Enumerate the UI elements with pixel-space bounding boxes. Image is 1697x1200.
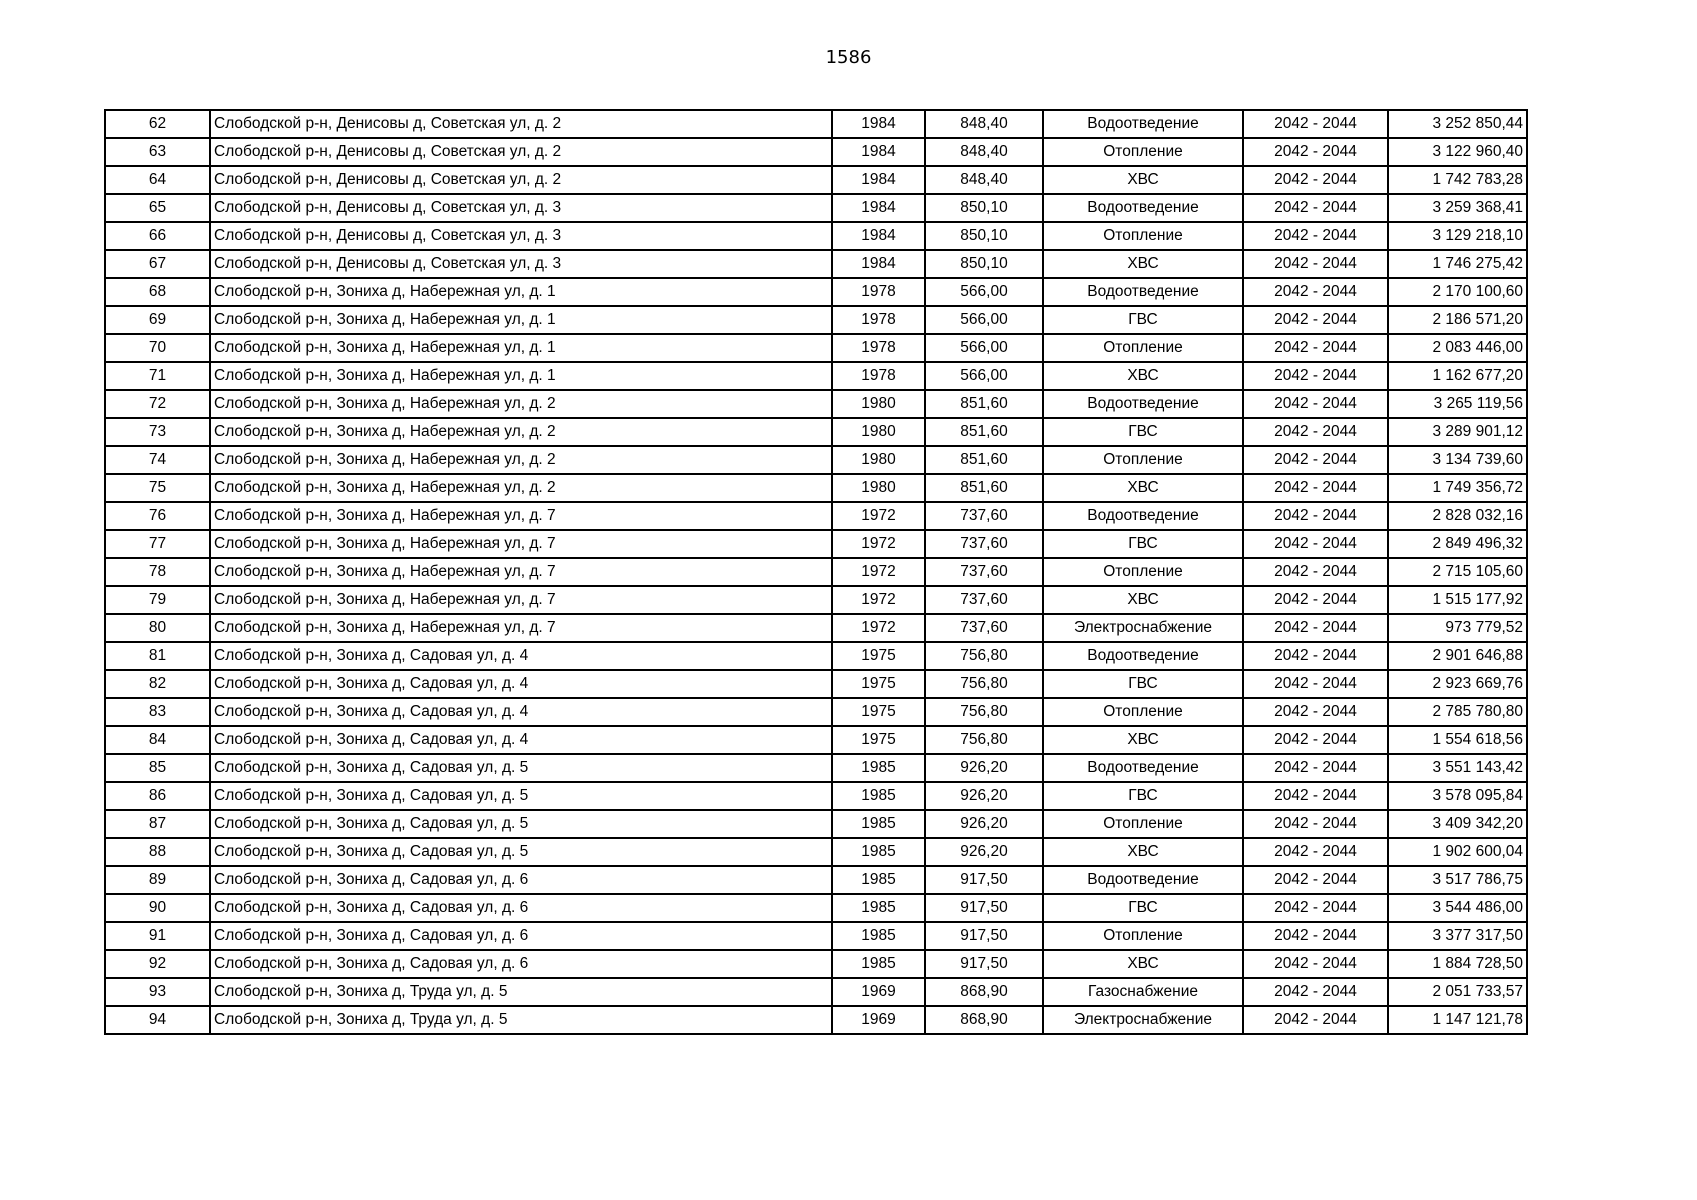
cost-cell: 3 129 218,10 bbox=[1388, 222, 1527, 250]
service-type-cell: ХВС bbox=[1043, 950, 1243, 978]
row-number-cell: 73 bbox=[105, 418, 210, 446]
service-type-cell: Водоотведение bbox=[1043, 110, 1243, 138]
period-cell: 2042 - 2044 bbox=[1243, 278, 1388, 306]
table-row bbox=[105, 558, 1527, 586]
service-type-cell: ГВС bbox=[1043, 782, 1243, 810]
area-cell: 737,60 bbox=[925, 502, 1043, 530]
build-year-cell: 1985 bbox=[832, 866, 925, 894]
build-year-cell: 1972 bbox=[832, 614, 925, 642]
service-type-cell: Водоотведение bbox=[1043, 278, 1243, 306]
build-year-cell: 1985 bbox=[832, 894, 925, 922]
table-row bbox=[105, 922, 1527, 950]
area-cell: 566,00 bbox=[925, 278, 1043, 306]
address-cell: Слободской р-н, Зониха д, Садовая ул, д. 4 bbox=[210, 642, 832, 670]
service-type-cell: ХВС bbox=[1043, 166, 1243, 194]
address-cell: Слободской р-н, Зониха д, Набережная ул, д. 1 bbox=[210, 334, 832, 362]
area-cell: 850,10 bbox=[925, 222, 1043, 250]
build-year-cell: 1972 bbox=[832, 558, 925, 586]
period-cell: 2042 - 2044 bbox=[1243, 110, 1388, 138]
table-row bbox=[105, 698, 1527, 726]
service-type-cell: Водоотведение bbox=[1043, 754, 1243, 782]
table-row bbox=[105, 894, 1527, 922]
service-type-cell: Газоснабжение bbox=[1043, 978, 1243, 1006]
table-row bbox=[105, 866, 1527, 894]
area-cell: 868,90 bbox=[925, 978, 1043, 1006]
cost-cell: 3 134 739,60 bbox=[1388, 446, 1527, 474]
service-type-cell: Отопление bbox=[1043, 334, 1243, 362]
row-number-cell: 80 bbox=[105, 614, 210, 642]
address-cell: Слободской р-н, Денисовы д, Советская ул, д. 2 bbox=[210, 166, 832, 194]
area-cell: 926,20 bbox=[925, 782, 1043, 810]
cost-cell: 2 186 571,20 bbox=[1388, 306, 1527, 334]
table-row bbox=[105, 950, 1527, 978]
table-row bbox=[105, 390, 1527, 418]
area-cell: 566,00 bbox=[925, 306, 1043, 334]
table-row bbox=[105, 334, 1527, 362]
cost-cell: 3 578 095,84 bbox=[1388, 782, 1527, 810]
address-cell: Слободской р-н, Зониха д, Садовая ул, д. 5 bbox=[210, 838, 832, 866]
table-row bbox=[105, 782, 1527, 810]
build-year-cell: 1984 bbox=[832, 138, 925, 166]
service-type-cell: Водоотведение bbox=[1043, 502, 1243, 530]
row-number-cell: 62 bbox=[105, 110, 210, 138]
cost-cell: 2 170 100,60 bbox=[1388, 278, 1527, 306]
address-cell: Слободской р-н, Денисовы д, Советская ул, д. 3 bbox=[210, 194, 832, 222]
build-year-cell: 1985 bbox=[832, 838, 925, 866]
cost-cell: 2 828 032,16 bbox=[1388, 502, 1527, 530]
service-type-cell: Водоотведение bbox=[1043, 194, 1243, 222]
row-number-cell: 68 bbox=[105, 278, 210, 306]
address-cell: Слободской р-н, Зониха д, Садовая ул, д. 4 bbox=[210, 670, 832, 698]
address-cell: Слободской р-н, Зониха д, Набережная ул, д. 7 bbox=[210, 614, 832, 642]
service-type-cell: Отопление bbox=[1043, 446, 1243, 474]
period-cell: 2042 - 2044 bbox=[1243, 782, 1388, 810]
address-cell: Слободской р-н, Зониха д, Набережная ул, д. 2 bbox=[210, 446, 832, 474]
table-row bbox=[105, 306, 1527, 334]
table-row bbox=[105, 418, 1527, 446]
row-number-cell: 71 bbox=[105, 362, 210, 390]
cost-cell: 973 779,52 bbox=[1388, 614, 1527, 642]
table-row bbox=[105, 194, 1527, 222]
row-number-cell: 75 bbox=[105, 474, 210, 502]
table-row bbox=[105, 278, 1527, 306]
row-number-cell: 78 bbox=[105, 558, 210, 586]
service-type-cell: ХВС bbox=[1043, 586, 1243, 614]
page-number: 1586 bbox=[825, 47, 872, 68]
area-cell: 851,60 bbox=[925, 390, 1043, 418]
table-row bbox=[105, 362, 1527, 390]
row-number-cell: 69 bbox=[105, 306, 210, 334]
table-row bbox=[105, 530, 1527, 558]
table-row bbox=[105, 726, 1527, 754]
row-number-cell: 65 bbox=[105, 194, 210, 222]
service-type-cell: Электроснабжение bbox=[1043, 614, 1243, 642]
repair-schedule-table bbox=[104, 109, 1528, 1035]
period-cell: 2042 - 2044 bbox=[1243, 978, 1388, 1006]
build-year-cell: 1978 bbox=[832, 306, 925, 334]
address-cell: Слободской р-н, Денисовы д, Советская ул, д. 2 bbox=[210, 110, 832, 138]
cost-cell: 3 265 119,56 bbox=[1388, 390, 1527, 418]
table-row bbox=[105, 810, 1527, 838]
address-cell: Слободской р-н, Денисовы д, Советская ул, д. 3 bbox=[210, 250, 832, 278]
period-cell: 2042 - 2044 bbox=[1243, 698, 1388, 726]
address-cell: Слободской р-н, Зониха д, Набережная ул, д. 2 bbox=[210, 390, 832, 418]
cost-cell: 3 252 850,44 bbox=[1388, 110, 1527, 138]
service-type-cell: Отопление bbox=[1043, 810, 1243, 838]
build-year-cell: 1985 bbox=[832, 950, 925, 978]
row-number-cell: 77 bbox=[105, 530, 210, 558]
cost-cell: 1 742 783,28 bbox=[1388, 166, 1527, 194]
period-cell: 2042 - 2044 bbox=[1243, 838, 1388, 866]
cost-cell: 1 749 356,72 bbox=[1388, 474, 1527, 502]
service-type-cell: Водоотведение bbox=[1043, 866, 1243, 894]
build-year-cell: 1969 bbox=[832, 978, 925, 1006]
area-cell: 851,60 bbox=[925, 474, 1043, 502]
row-number-cell: 81 bbox=[105, 642, 210, 670]
period-cell: 2042 - 2044 bbox=[1243, 194, 1388, 222]
build-year-cell: 1980 bbox=[832, 474, 925, 502]
period-cell: 2042 - 2044 bbox=[1243, 670, 1388, 698]
area-cell: 868,90 bbox=[925, 1006, 1043, 1034]
address-cell: Слободской р-н, Зониха д, Садовая ул, д. 6 bbox=[210, 866, 832, 894]
table-row bbox=[105, 138, 1527, 166]
address-cell: Слободской р-н, Зониха д, Набережная ул, д. 1 bbox=[210, 306, 832, 334]
area-cell: 917,50 bbox=[925, 894, 1043, 922]
table-row bbox=[105, 754, 1527, 782]
cost-cell: 1 554 618,56 bbox=[1388, 726, 1527, 754]
build-year-cell: 1980 bbox=[832, 390, 925, 418]
area-cell: 566,00 bbox=[925, 334, 1043, 362]
service-type-cell: Водоотведение bbox=[1043, 390, 1243, 418]
period-cell: 2042 - 2044 bbox=[1243, 250, 1388, 278]
area-cell: 756,80 bbox=[925, 726, 1043, 754]
table-row bbox=[105, 502, 1527, 530]
address-cell: Слободской р-н, Зониха д, Садовая ул, д. 5 bbox=[210, 754, 832, 782]
cost-cell: 2 923 669,76 bbox=[1388, 670, 1527, 698]
area-cell: 848,40 bbox=[925, 138, 1043, 166]
cost-cell: 2 901 646,88 bbox=[1388, 642, 1527, 670]
build-year-cell: 1985 bbox=[832, 810, 925, 838]
service-type-cell: ХВС bbox=[1043, 474, 1243, 502]
row-number-cell: 87 bbox=[105, 810, 210, 838]
row-number-cell: 74 bbox=[105, 446, 210, 474]
build-year-cell: 1984 bbox=[832, 110, 925, 138]
service-type-cell: Отопление bbox=[1043, 922, 1243, 950]
build-year-cell: 1985 bbox=[832, 922, 925, 950]
service-type-cell: Отопление bbox=[1043, 138, 1243, 166]
area-cell: 848,40 bbox=[925, 110, 1043, 138]
service-type-cell: ХВС bbox=[1043, 838, 1243, 866]
address-cell: Слободской р-н, Зониха д, Труда ул, д. 5 bbox=[210, 1006, 832, 1034]
cost-cell: 3 517 786,75 bbox=[1388, 866, 1527, 894]
period-cell: 2042 - 2044 bbox=[1243, 306, 1388, 334]
address-cell: Слободской р-н, Денисовы д, Советская ул, д. 3 bbox=[210, 222, 832, 250]
area-cell: 851,60 bbox=[925, 446, 1043, 474]
period-cell: 2042 - 2044 bbox=[1243, 810, 1388, 838]
row-number-cell: 93 bbox=[105, 978, 210, 1006]
table-row bbox=[105, 250, 1527, 278]
row-number-cell: 82 bbox=[105, 670, 210, 698]
table-row bbox=[105, 670, 1527, 698]
build-year-cell: 1984 bbox=[832, 166, 925, 194]
row-number-cell: 79 bbox=[105, 586, 210, 614]
area-cell: 850,10 bbox=[925, 250, 1043, 278]
service-type-cell: ГВС bbox=[1043, 670, 1243, 698]
service-type-cell: Электроснабжение bbox=[1043, 1006, 1243, 1034]
row-number-cell: 89 bbox=[105, 866, 210, 894]
table-body bbox=[105, 110, 1527, 1034]
period-cell: 2042 - 2044 bbox=[1243, 138, 1388, 166]
area-cell: 848,40 bbox=[925, 166, 1043, 194]
build-year-cell: 1980 bbox=[832, 446, 925, 474]
build-year-cell: 1978 bbox=[832, 362, 925, 390]
cost-cell: 1 147 121,78 bbox=[1388, 1006, 1527, 1034]
build-year-cell: 1984 bbox=[832, 222, 925, 250]
build-year-cell: 1972 bbox=[832, 530, 925, 558]
row-number-cell: 84 bbox=[105, 726, 210, 754]
row-number-cell: 85 bbox=[105, 754, 210, 782]
area-cell: 737,60 bbox=[925, 558, 1043, 586]
address-cell: Слободской р-н, Зониха д, Садовая ул, д. 5 bbox=[210, 810, 832, 838]
cost-cell: 3 289 901,12 bbox=[1388, 418, 1527, 446]
address-cell: Слободской р-н, Зониха д, Садовая ул, д. 4 bbox=[210, 698, 832, 726]
row-number-cell: 72 bbox=[105, 390, 210, 418]
service-type-cell: Отопление bbox=[1043, 222, 1243, 250]
period-cell: 2042 - 2044 bbox=[1243, 1006, 1388, 1034]
build-year-cell: 1975 bbox=[832, 726, 925, 754]
period-cell: 2042 - 2044 bbox=[1243, 418, 1388, 446]
cost-cell: 1 162 677,20 bbox=[1388, 362, 1527, 390]
address-cell: Слободской р-н, Денисовы д, Советская ул, д. 2 bbox=[210, 138, 832, 166]
area-cell: 737,60 bbox=[925, 530, 1043, 558]
address-cell: Слободской р-н, Зониха д, Садовая ул, д. 6 bbox=[210, 950, 832, 978]
address-cell: Слободской р-н, Зониха д, Садовая ул, д. 6 bbox=[210, 894, 832, 922]
service-type-cell: ГВС bbox=[1043, 530, 1243, 558]
cost-cell: 3 544 486,00 bbox=[1388, 894, 1527, 922]
table-row bbox=[105, 222, 1527, 250]
area-cell: 566,00 bbox=[925, 362, 1043, 390]
period-cell: 2042 - 2044 bbox=[1243, 474, 1388, 502]
period-cell: 2042 - 2044 bbox=[1243, 530, 1388, 558]
address-cell: Слободской р-н, Зониха д, Садовая ул, д. 4 bbox=[210, 726, 832, 754]
row-number-cell: 67 bbox=[105, 250, 210, 278]
build-year-cell: 1984 bbox=[832, 250, 925, 278]
area-cell: 850,10 bbox=[925, 194, 1043, 222]
row-number-cell: 66 bbox=[105, 222, 210, 250]
area-cell: 917,50 bbox=[925, 950, 1043, 978]
area-cell: 756,80 bbox=[925, 698, 1043, 726]
service-type-cell: ГВС bbox=[1043, 418, 1243, 446]
build-year-cell: 1984 bbox=[832, 194, 925, 222]
table-row bbox=[105, 586, 1527, 614]
address-cell: Слободской р-н, Зониха д, Садовая ул, д. 6 bbox=[210, 922, 832, 950]
area-cell: 926,20 bbox=[925, 838, 1043, 866]
cost-cell: 3 551 143,42 bbox=[1388, 754, 1527, 782]
build-year-cell: 1978 bbox=[832, 334, 925, 362]
service-type-cell: ГВС bbox=[1043, 894, 1243, 922]
address-cell: Слободской р-н, Зониха д, Набережная ул, д. 2 bbox=[210, 474, 832, 502]
build-year-cell: 1972 bbox=[832, 502, 925, 530]
period-cell: 2042 - 2044 bbox=[1243, 446, 1388, 474]
row-number-cell: 70 bbox=[105, 334, 210, 362]
build-year-cell: 1978 bbox=[832, 278, 925, 306]
period-cell: 2042 - 2044 bbox=[1243, 950, 1388, 978]
address-cell: Слободской р-н, Зониха д, Труда ул, д. 5 bbox=[210, 978, 832, 1006]
period-cell: 2042 - 2044 bbox=[1243, 894, 1388, 922]
period-cell: 2042 - 2044 bbox=[1243, 502, 1388, 530]
cost-cell: 3 377 317,50 bbox=[1388, 922, 1527, 950]
table-row bbox=[105, 166, 1527, 194]
address-cell: Слободской р-н, Зониха д, Набережная ул, д. 7 bbox=[210, 586, 832, 614]
period-cell: 2042 - 2044 bbox=[1243, 586, 1388, 614]
table-row bbox=[105, 642, 1527, 670]
build-year-cell: 1975 bbox=[832, 642, 925, 670]
table-row bbox=[105, 110, 1527, 138]
service-type-cell: ХВС bbox=[1043, 250, 1243, 278]
table-row bbox=[105, 446, 1527, 474]
period-cell: 2042 - 2044 bbox=[1243, 726, 1388, 754]
row-number-cell: 88 bbox=[105, 838, 210, 866]
table-row bbox=[105, 1006, 1527, 1034]
period-cell: 2042 - 2044 bbox=[1243, 558, 1388, 586]
service-type-cell: ХВС bbox=[1043, 726, 1243, 754]
period-cell: 2042 - 2044 bbox=[1243, 222, 1388, 250]
area-cell: 756,80 bbox=[925, 670, 1043, 698]
table-row bbox=[105, 614, 1527, 642]
row-number-cell: 92 bbox=[105, 950, 210, 978]
period-cell: 2042 - 2044 bbox=[1243, 642, 1388, 670]
build-year-cell: 1975 bbox=[832, 698, 925, 726]
area-cell: 917,50 bbox=[925, 922, 1043, 950]
cost-cell: 1 884 728,50 bbox=[1388, 950, 1527, 978]
row-number-cell: 64 bbox=[105, 166, 210, 194]
address-cell: Слободской р-н, Зониха д, Набережная ул, д. 1 bbox=[210, 278, 832, 306]
table-row bbox=[105, 474, 1527, 502]
cost-cell: 2 051 733,57 bbox=[1388, 978, 1527, 1006]
build-year-cell: 1985 bbox=[832, 782, 925, 810]
cost-cell: 3 122 960,40 bbox=[1388, 138, 1527, 166]
area-cell: 851,60 bbox=[925, 418, 1043, 446]
cost-cell: 1 902 600,04 bbox=[1388, 838, 1527, 866]
table-row bbox=[105, 978, 1527, 1006]
row-number-cell: 91 bbox=[105, 922, 210, 950]
period-cell: 2042 - 2044 bbox=[1243, 362, 1388, 390]
cost-cell: 2 083 446,00 bbox=[1388, 334, 1527, 362]
row-number-cell: 63 bbox=[105, 138, 210, 166]
address-cell: Слободской р-н, Зониха д, Набережная ул, д. 2 bbox=[210, 418, 832, 446]
area-cell: 756,80 bbox=[925, 642, 1043, 670]
cost-cell: 3 409 342,20 bbox=[1388, 810, 1527, 838]
cost-cell: 1 515 177,92 bbox=[1388, 586, 1527, 614]
row-number-cell: 90 bbox=[105, 894, 210, 922]
cost-cell: 2 715 105,60 bbox=[1388, 558, 1527, 586]
area-cell: 737,60 bbox=[925, 586, 1043, 614]
service-type-cell: ХВС bbox=[1043, 362, 1243, 390]
area-cell: 737,60 bbox=[925, 614, 1043, 642]
row-number-cell: 94 bbox=[105, 1006, 210, 1034]
cost-cell: 2 785 780,80 bbox=[1388, 698, 1527, 726]
build-year-cell: 1972 bbox=[832, 586, 925, 614]
area-cell: 917,50 bbox=[925, 866, 1043, 894]
build-year-cell: 1980 bbox=[832, 418, 925, 446]
period-cell: 2042 - 2044 bbox=[1243, 866, 1388, 894]
address-cell: Слободской р-н, Зониха д, Садовая ул, д. 5 bbox=[210, 782, 832, 810]
period-cell: 2042 - 2044 bbox=[1243, 614, 1388, 642]
build-year-cell: 1975 bbox=[832, 670, 925, 698]
service-type-cell: ГВС bbox=[1043, 306, 1243, 334]
row-number-cell: 83 bbox=[105, 698, 210, 726]
period-cell: 2042 - 2044 bbox=[1243, 390, 1388, 418]
cost-cell: 2 849 496,32 bbox=[1388, 530, 1527, 558]
period-cell: 2042 - 2044 bbox=[1243, 754, 1388, 782]
row-number-cell: 86 bbox=[105, 782, 210, 810]
row-number-cell: 76 bbox=[105, 502, 210, 530]
table-row bbox=[105, 838, 1527, 866]
build-year-cell: 1969 bbox=[832, 1006, 925, 1034]
service-type-cell: Отопление bbox=[1043, 558, 1243, 586]
period-cell: 2042 - 2044 bbox=[1243, 334, 1388, 362]
address-cell: Слободской р-н, Зониха д, Набережная ул, д. 1 bbox=[210, 362, 832, 390]
address-cell: Слободской р-н, Зониха д, Набережная ул, д. 7 bbox=[210, 558, 832, 586]
cost-cell: 3 259 368,41 bbox=[1388, 194, 1527, 222]
service-type-cell: Отопление bbox=[1043, 698, 1243, 726]
address-cell: Слободской р-н, Зониха д, Набережная ул, д. 7 bbox=[210, 502, 832, 530]
period-cell: 2042 - 2044 bbox=[1243, 922, 1388, 950]
service-type-cell: Водоотведение bbox=[1043, 642, 1243, 670]
address-cell: Слободской р-н, Зониха д, Набережная ул, д. 7 bbox=[210, 530, 832, 558]
period-cell: 2042 - 2044 bbox=[1243, 166, 1388, 194]
build-year-cell: 1985 bbox=[832, 754, 925, 782]
cost-cell: 1 746 275,42 bbox=[1388, 250, 1527, 278]
area-cell: 926,20 bbox=[925, 810, 1043, 838]
area-cell: 926,20 bbox=[925, 754, 1043, 782]
